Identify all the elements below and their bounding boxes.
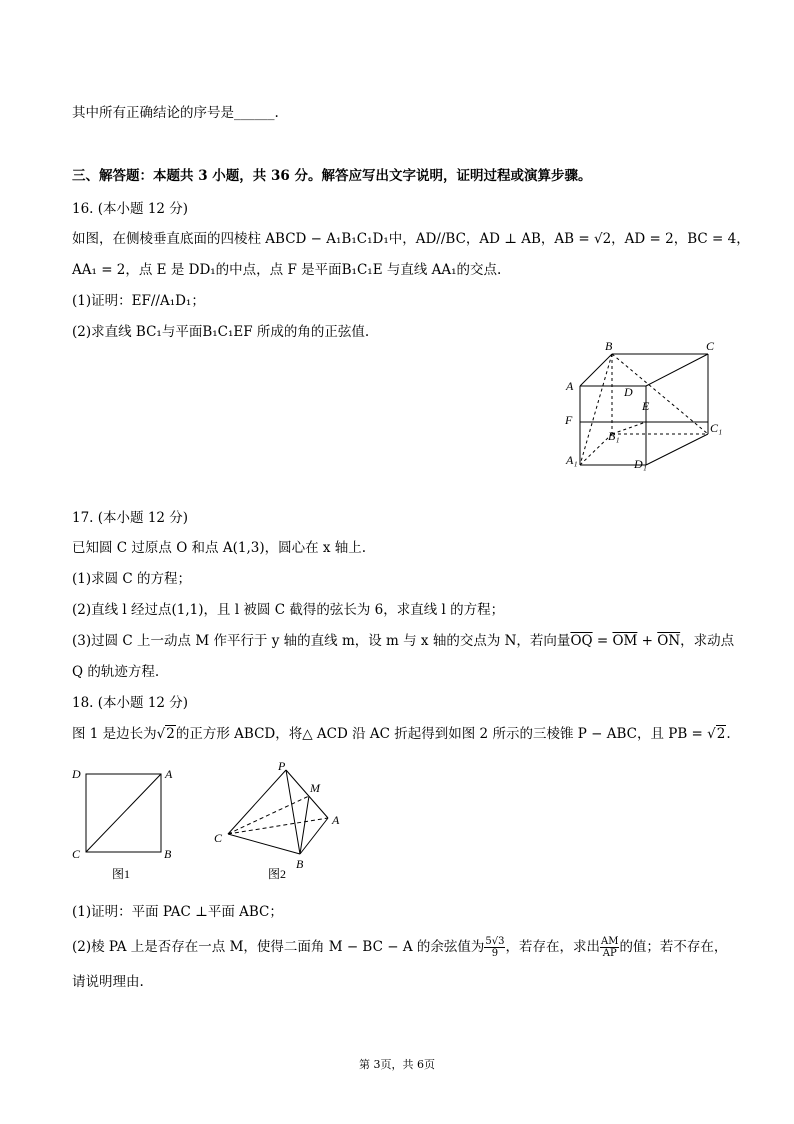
q16-part2: (2)求直线 BC₁与平面B₁C₁EF 所成的角的正弦值. [72, 324, 370, 340]
vector-OQ: $\overline{OQ}$ [570, 633, 593, 649]
fig1-caption: 图1 [112, 867, 131, 881]
prism-label-C: C [706, 340, 715, 353]
fig2-label-A: A [332, 813, 340, 827]
fig2-label-P: P [278, 759, 286, 773]
q17-part3-text-b: ，求动点 [680, 633, 735, 649]
ratio-numerator: AM [600, 936, 619, 947]
q17-part3-line2: Q 的轨迹方程. [72, 664, 160, 680]
fig1-label-B: B [164, 847, 172, 861]
figure2-pyramid [206, 758, 356, 885]
q17-stem: 已知圆 C 过原点 O 和点 A(1,3)，圆心在 x 轴上. [72, 540, 367, 556]
fig1-label-A: A [165, 767, 173, 781]
q18-stem-b: 的正方形 ABCD，将△ ACD 沿 AC 折起得到如图 2 所示的三棱锥 P − ABC，且 PB = [175, 726, 708, 742]
q18-part1: (1)证明：平面 PAC ⊥平面 ABC； [72, 904, 283, 920]
q16-header: 16. (本小题 12 分) [72, 201, 189, 217]
previous-question-tail: 其中所有正确结论的序号是______. [72, 105, 279, 121]
q17-part2: (2)直线 l 经过点(1,1)，且 l 被圆 C 截得的弦长为 6，求直线 l 的方程； [72, 602, 505, 618]
prism-label-A1: A₁ [566, 453, 578, 467]
cosine-fraction [484, 936, 505, 959]
prism-label-D1: D₁ [634, 457, 647, 471]
vector-ON: $\overline{ON}$ [657, 633, 681, 649]
q18-part2-text-a: (2)棱 PA 上是否存在一点 M，使得二面角 M − BC − A 的余弦值为 [72, 939, 485, 955]
prism-label-C1: C₁ [710, 421, 723, 435]
q17-header: 17. (本小题 12 分) [72, 510, 189, 526]
q17-part3-line1 [72, 631, 734, 651]
section-heading: 三、解答题：本题共 3 小题，共 36 分。解答应写出文字说明，证明过程或演算步骤。 [72, 168, 592, 184]
q17-plus: + [637, 633, 658, 649]
fig2-caption: 图2 [268, 867, 287, 881]
q17-equals: = [592, 633, 613, 649]
q18-stem-a: 图 1 是边长为 [72, 726, 157, 742]
q18-part2-line1 [72, 936, 727, 959]
sqrt-2-radicand-a: 2 [166, 726, 175, 742]
cosine-numerator: 5√3 [485, 936, 505, 947]
page-footer: 第 3页，共 6页 [359, 1058, 435, 1071]
cosine-denominator: 9 [491, 948, 499, 959]
vector-OM: $\overline{OM}$ [612, 633, 638, 649]
prism-label-A: A [566, 379, 574, 393]
q16-part1: (1)证明：EF//A₁D₁； [72, 293, 205, 309]
q17-part3-text-a: (3)过圆 C 上一动点 M 作平行于 y 轴的直线 m，设 m 与 x 轴的交点为 N，若向量 [72, 633, 571, 649]
ratio-denominator: AP [602, 948, 617, 959]
q16-stem-line2: AA₁ = 2，点 E 是 DD₁的中点，点 F 是平面B₁C₁E 与直线 AA₁的交点. [72, 262, 502, 278]
prism-label-B: B [605, 340, 613, 353]
q18-part2-line2: 请说明理由. [72, 974, 144, 990]
sqrt-2-b: √2 [707, 726, 726, 742]
ratio-fraction [600, 936, 619, 959]
q18-part2-text-b: ，若存在，求出 [505, 939, 600, 955]
fig2-label-C: C [214, 831, 223, 845]
prism-label-D: D [624, 385, 633, 399]
prism-figure [560, 340, 740, 475]
prism-label-F: F [565, 413, 573, 427]
prism-label-E: E [642, 399, 650, 413]
q18-stem [72, 724, 731, 744]
sqrt-2-a: √2 [156, 726, 175, 742]
prism-label-B1: B₁ [608, 429, 620, 443]
q18-part2-text-c: 的值；若不存在， [619, 939, 728, 955]
fig2-label-M: M [310, 781, 320, 795]
sqrt-2-radicand-b: 2 [716, 726, 726, 742]
figure1-square [66, 760, 186, 885]
fig1-label-C: C [72, 847, 81, 861]
q18-stem-c: . [726, 726, 731, 742]
q16-stem-line1: 如图，在侧棱垂直底面的四棱柱 ABCD − A₁B₁C₁D₁中，AD//BC，AD ⊥ AB，AB = √2，AD = 2，BC = 4， [72, 231, 750, 247]
fig2-label-B: B [296, 857, 304, 871]
q18-header: 18. (本小题 12 分) [72, 695, 189, 711]
q17-part1: (1)求圆 C 的方程； [72, 571, 192, 587]
fig1-label-D: D [72, 767, 81, 781]
